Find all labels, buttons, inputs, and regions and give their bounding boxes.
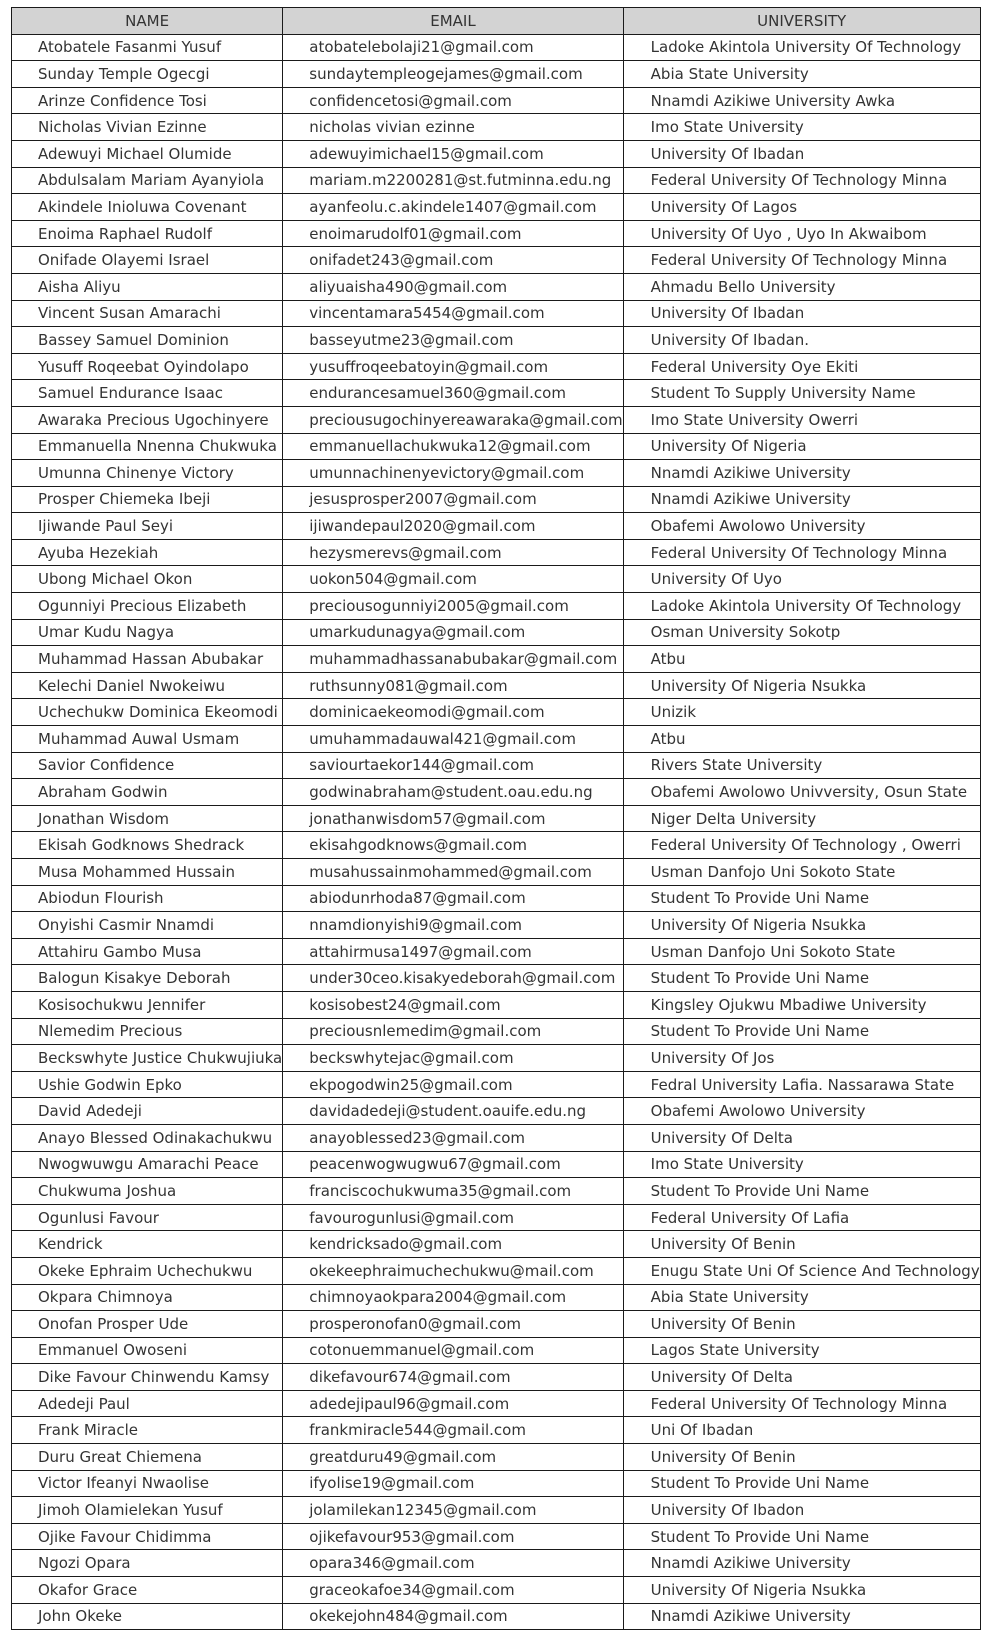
email-cell: okekejohn484@gmail.com: [283, 1603, 623, 1630]
column-header-university: UNIVERSITY: [623, 8, 980, 35]
table-row: [12, 752, 981, 779]
university-cell: Student To Provide Uni Name: [623, 1523, 980, 1550]
email-cell: umarkudunagya@gmail.com: [283, 619, 623, 646]
name-cell: Chukwuma Joshua: [12, 1178, 283, 1205]
name-cell: Vincent Susan Amarachi: [12, 300, 283, 327]
name-cell: Ogunniyi Precious Elizabeth: [12, 593, 283, 620]
email-cell: frankmiracle544@gmail.com: [283, 1417, 623, 1444]
table-row: [12, 194, 981, 221]
email-cell: jonathanwisdom57@gmail.com: [283, 805, 623, 832]
table-row: [12, 327, 981, 354]
name-cell: Enoima Raphael Rudolf: [12, 220, 283, 247]
table-row: [12, 593, 981, 620]
email-cell: ayanfeolu.c.akindele1407@gmail.com: [283, 194, 623, 221]
university-cell: Student To Provide Uni Name: [623, 885, 980, 912]
university-cell: Lagos State University: [623, 1337, 980, 1364]
table-row: [12, 726, 981, 753]
university-cell: University Of Benin: [623, 1311, 980, 1338]
email-cell: endurancesamuel360@gmail.com: [283, 380, 623, 407]
email-cell: uokon504@gmail.com: [283, 566, 623, 593]
name-cell: Onofan Prosper Ude: [12, 1311, 283, 1338]
email-cell: prosperonofan0@gmail.com: [283, 1311, 623, 1338]
university-cell: Enugu State Uni Of Science And Technology: [623, 1257, 980, 1284]
name-cell: Attahiru Gambo Musa: [12, 938, 283, 965]
name-cell: Nlemedim Precious: [12, 1018, 283, 1045]
name-cell: Ogunlusi Favour: [12, 1204, 283, 1231]
name-cell: Ekisah Godknows Shedrack: [12, 832, 283, 859]
name-cell: Nicholas Vivian Ezinne: [12, 114, 283, 141]
university-cell: University Of Benin: [623, 1444, 980, 1471]
table-row: [12, 859, 981, 886]
table-row: [12, 114, 981, 141]
table-row: [12, 912, 981, 939]
email-cell: ifyolise19@gmail.com: [283, 1470, 623, 1497]
university-cell: Nnamdi Azikiwe University Awka: [623, 87, 980, 114]
table-row: [12, 406, 981, 433]
table-row: [12, 1178, 981, 1205]
email-cell: okekeephraimuchechukwu@mail.com: [283, 1257, 623, 1284]
name-cell: Awaraka Precious Ugochinyere: [12, 406, 283, 433]
email-cell: franciscochukwuma35@gmail.com: [283, 1178, 623, 1205]
email-cell: ijiwandepaul2020@gmail.com: [283, 513, 623, 540]
email-cell: sundaytempleogejames@gmail.com: [283, 61, 623, 88]
table-row: [12, 247, 981, 274]
table-row: [12, 353, 981, 380]
name-cell: Emmanuella Nnenna Chukwuka: [12, 433, 283, 460]
university-cell: Federal University Of Technology Minna: [623, 1390, 980, 1417]
university-cell: Usman Danfojo Uni Sokoto State: [623, 859, 980, 886]
university-cell: Osman University Sokotp: [623, 619, 980, 646]
university-cell: Uni Of Ibadan: [623, 1417, 980, 1444]
university-cell: Imo State University: [623, 1151, 980, 1178]
name-cell: Uchechukw Dominica Ekeomodi: [12, 699, 283, 726]
table-row: [12, 1151, 981, 1178]
table-row: [12, 1444, 981, 1471]
name-cell: Balogun Kisakye Deborah: [12, 965, 283, 992]
name-cell: Atobatele Fasanmi Yusuf: [12, 34, 283, 61]
name-cell: Ushie Godwin Epko: [12, 1071, 283, 1098]
table-row: [12, 486, 981, 513]
table-row: [12, 1124, 981, 1151]
email-cell: preciousnlemedim@gmail.com: [283, 1018, 623, 1045]
email-cell: opara346@gmail.com: [283, 1550, 623, 1577]
email-cell: saviourtaekor144@gmail.com: [283, 752, 623, 779]
table-row: [12, 1071, 981, 1098]
email-cell: under30ceo.kisakyedeborah@gmail.com: [283, 965, 623, 992]
university-cell: University Of Ibadan.: [623, 327, 980, 354]
email-cell: dominicaekeomodi@gmail.com: [283, 699, 623, 726]
email-cell: ekisahgodknows@gmail.com: [283, 832, 623, 859]
table-row: [12, 938, 981, 965]
table-row: [12, 1497, 981, 1524]
university-cell: Federal University Of Lafia: [623, 1204, 980, 1231]
email-cell: confidencetosi@gmail.com: [283, 87, 623, 114]
name-cell: Abdulsalam Mariam Ayanyiola: [12, 167, 283, 194]
email-cell: ekpogodwin25@gmail.com: [283, 1071, 623, 1098]
email-cell: preciousugochinyereawaraka@gmail.com: [283, 406, 623, 433]
name-cell: Abraham Godwin: [12, 779, 283, 806]
table-row: [12, 646, 981, 673]
email-cell: onifadet243@gmail.com: [283, 247, 623, 274]
university-cell: Nnamdi Azikiwe University: [623, 460, 980, 487]
column-header-email: EMAIL: [283, 8, 623, 35]
university-cell: University Of Uyo , Uyo In Akwaibom: [623, 220, 980, 247]
email-cell: basseyutme23@gmail.com: [283, 327, 623, 354]
university-cell: Imo State University: [623, 114, 980, 141]
table-row: [12, 220, 981, 247]
table-row: [12, 965, 981, 992]
table-row: [12, 832, 981, 859]
name-cell: Okafor Grace: [12, 1577, 283, 1604]
student-table: [11, 7, 981, 1630]
name-cell: Umar Kudu Nagya: [12, 619, 283, 646]
table-row: [12, 1231, 981, 1258]
name-cell: Muhammad Hassan Abubakar: [12, 646, 283, 673]
email-cell: abiodunrhoda87@gmail.com: [283, 885, 623, 912]
table-row: [12, 1337, 981, 1364]
email-cell: nnamdionyishi9@gmail.com: [283, 912, 623, 939]
table-row: [12, 513, 981, 540]
table-row: [12, 61, 981, 88]
name-cell: Ayuba Hezekiah: [12, 539, 283, 566]
name-cell: Kosisochukwu Jennifer: [12, 991, 283, 1018]
email-cell: kendricksado@gmail.com: [283, 1231, 623, 1258]
name-cell: Adewuyi Michael Olumide: [12, 140, 283, 167]
university-cell: Obafemi Awolowo Univversity, Osun State: [623, 779, 980, 806]
university-cell: Obafemi Awolowo University: [623, 1098, 980, 1125]
university-cell: Unizik: [623, 699, 980, 726]
table-row: [12, 460, 981, 487]
column-header-name: NAME: [12, 8, 283, 35]
name-cell: Samuel Endurance Isaac: [12, 380, 283, 407]
email-cell: vincentamara5454@gmail.com: [283, 300, 623, 327]
table-row: [12, 1311, 981, 1338]
university-cell: Federal University Of Technology Minna: [623, 167, 980, 194]
table-row: [12, 566, 981, 593]
university-cell: Atbu: [623, 726, 980, 753]
table-row: [12, 539, 981, 566]
name-cell: Onyishi Casmir Nnamdi: [12, 912, 283, 939]
university-cell: Federal University Of Technology Minna: [623, 539, 980, 566]
university-cell: Obafemi Awolowo University: [623, 513, 980, 540]
table-row: [12, 672, 981, 699]
email-cell: chimnoyaokpara2004@gmail.com: [283, 1284, 623, 1311]
university-cell: Fedral University Lafia. Nassarawa State: [623, 1071, 980, 1098]
email-cell: preciousogunniyi2005@gmail.com: [283, 593, 623, 620]
name-cell: David Adedeji: [12, 1098, 283, 1125]
table-row: [12, 167, 981, 194]
name-cell: Anayo Blessed Odinakachukwu: [12, 1124, 283, 1151]
name-cell: Arinze Confidence Tosi: [12, 87, 283, 114]
email-cell: ruthsunny081@gmail.com: [283, 672, 623, 699]
university-cell: University Of Uyo: [623, 566, 980, 593]
email-cell: yusuffroqeebatoyin@gmail.com: [283, 353, 623, 380]
email-cell: anayoblessed23@gmail.com: [283, 1124, 623, 1151]
university-cell: University Of Nigeria Nsukka: [623, 912, 980, 939]
table-row: [12, 1018, 981, 1045]
email-cell: jesusprosper2007@gmail.com: [283, 486, 623, 513]
table-row: [12, 1098, 981, 1125]
university-cell: Student To Supply University Name: [623, 380, 980, 407]
table-row: [12, 34, 981, 61]
email-cell: enoimarudolf01@gmail.com: [283, 220, 623, 247]
email-cell: favourogunlusi@gmail.com: [283, 1204, 623, 1231]
name-cell: Ngozi Opara: [12, 1550, 283, 1577]
email-cell: hezysmerevs@gmail.com: [283, 539, 623, 566]
email-cell: davidadedeji@student.oauife.edu.ng: [283, 1098, 623, 1125]
name-cell: Dike Favour Chinwendu Kamsy: [12, 1364, 283, 1391]
university-cell: Niger Delta University: [623, 805, 980, 832]
university-cell: Ladoke Akintola University Of Technology: [623, 34, 980, 61]
name-cell: Bassey Samuel Dominion: [12, 327, 283, 354]
name-cell: Ijiwande Paul Seyi: [12, 513, 283, 540]
university-cell: Nnamdi Azikiwe University: [623, 1603, 980, 1630]
university-cell: Imo State University Owerri: [623, 406, 980, 433]
table-row: [12, 1603, 981, 1630]
university-cell: Ahmadu Bello University: [623, 273, 980, 300]
table-row: [12, 1045, 981, 1072]
table-row: [12, 1417, 981, 1444]
university-cell: University Of Nigeria Nsukka: [623, 1577, 980, 1604]
header-row: [12, 8, 981, 35]
name-cell: Abiodun Flourish: [12, 885, 283, 912]
email-cell: adewuyimichael15@gmail.com: [283, 140, 623, 167]
table-row: [12, 1523, 981, 1550]
name-cell: Duru Great Chiemena: [12, 1444, 283, 1471]
email-cell: peacenwogwugwu67@gmail.com: [283, 1151, 623, 1178]
email-cell: adedejipaul96@gmail.com: [283, 1390, 623, 1417]
name-cell: Jonathan Wisdom: [12, 805, 283, 832]
table-row: [12, 140, 981, 167]
email-cell: umuhammadauwal421@gmail.com: [283, 726, 623, 753]
email-cell: emmanuellachukwuka12@gmail.com: [283, 433, 623, 460]
email-cell: graceokafoe34@gmail.com: [283, 1577, 623, 1604]
email-cell: jolamilekan12345@gmail.com: [283, 1497, 623, 1524]
name-cell: Sunday Temple Ogecgi: [12, 61, 283, 88]
table-row: [12, 805, 981, 832]
name-cell: Aisha Aliyu: [12, 273, 283, 300]
table-row: [12, 1577, 981, 1604]
name-cell: Okeke Ephraim Uchechukwu: [12, 1257, 283, 1284]
email-cell: ojikefavour953@gmail.com: [283, 1523, 623, 1550]
name-cell: Emmanuel Owoseni: [12, 1337, 283, 1364]
name-cell: Frank Miracle: [12, 1417, 283, 1444]
name-cell: Adedeji Paul: [12, 1390, 283, 1417]
name-cell: Victor Ifeanyi Nwaolise: [12, 1470, 283, 1497]
university-cell: University Of Benin: [623, 1231, 980, 1258]
email-cell: muhammadhassanabubakar@gmail.com: [283, 646, 623, 673]
name-cell: Akindele Inioluwa Covenant: [12, 194, 283, 221]
name-cell: Kelechi Daniel Nwokeiwu: [12, 672, 283, 699]
email-cell: mariam.m2200281@st.futminna.edu.ng: [283, 167, 623, 194]
university-cell: Abia State University: [623, 1284, 980, 1311]
name-cell: Umunna Chinenye Victory: [12, 460, 283, 487]
university-cell: Student To Provide Uni Name: [623, 1178, 980, 1205]
university-cell: Student To Provide Uni Name: [623, 1470, 980, 1497]
name-cell: Muhammad Auwal Usmam: [12, 726, 283, 753]
name-cell: Onifade Olayemi Israel: [12, 247, 283, 274]
email-cell: cotonuemmanuel@gmail.com: [283, 1337, 623, 1364]
name-cell: Musa Mohammed Hussain: [12, 859, 283, 886]
name-cell: Savior Confidence: [12, 752, 283, 779]
email-cell: aliyuaisha490@gmail.com: [283, 273, 623, 300]
table-row: [12, 1550, 981, 1577]
table-body: [12, 34, 981, 1630]
email-cell: godwinabraham@student.oau.edu.ng: [283, 779, 623, 806]
university-cell: University Of Nigeria: [623, 433, 980, 460]
university-cell: University Of Jos: [623, 1045, 980, 1072]
university-cell: Abia State University: [623, 61, 980, 88]
university-cell: Federal University Oye Ekiti: [623, 353, 980, 380]
name-cell: Beckswhyte Justice Chukwujiuka: [12, 1045, 283, 1072]
name-cell: Prosper Chiemeka Ibeji: [12, 486, 283, 513]
table-row: [12, 699, 981, 726]
university-cell: Rivers State University: [623, 752, 980, 779]
table-row: [12, 619, 981, 646]
email-cell: nicholas vivian ezinne: [283, 114, 623, 141]
university-cell: Nnamdi Azikiwe University: [623, 486, 980, 513]
table-row: [12, 273, 981, 300]
table-row: [12, 380, 981, 407]
university-cell: Usman Danfojo Uni Sokoto State: [623, 938, 980, 965]
email-cell: musahussainmohammed@gmail.com: [283, 859, 623, 886]
university-cell: University Of Ibadan: [623, 140, 980, 167]
university-cell: University Of Lagos: [623, 194, 980, 221]
university-cell: University Of Nigeria Nsukka: [623, 672, 980, 699]
name-cell: Nwogwuwgu Amarachi Peace: [12, 1151, 283, 1178]
table-row: [12, 779, 981, 806]
name-cell: Ojike Favour Chidimma: [12, 1523, 283, 1550]
table-row: [12, 1284, 981, 1311]
table-row: [12, 433, 981, 460]
university-cell: Student To Provide Uni Name: [623, 1018, 980, 1045]
university-cell: Kingsley Ojukwu Mbadiwe University: [623, 991, 980, 1018]
university-cell: University Of Ibadan: [623, 300, 980, 327]
name-cell: Kendrick: [12, 1231, 283, 1258]
university-cell: Ladoke Akintola University Of Technology: [623, 593, 980, 620]
university-cell: Federal University Of Technology Minna: [623, 247, 980, 274]
email-cell: umunnachinenyevictory@gmail.com: [283, 460, 623, 487]
email-cell: dikefavour674@gmail.com: [283, 1364, 623, 1391]
university-cell: University Of Delta: [623, 1124, 980, 1151]
university-cell: Atbu: [623, 646, 980, 673]
university-cell: Nnamdi Azikiwe University: [623, 1550, 980, 1577]
email-cell: beckswhytejac@gmail.com: [283, 1045, 623, 1072]
table-row: [12, 1257, 981, 1284]
table-row: [12, 300, 981, 327]
table-row: [12, 991, 981, 1018]
table-row: [12, 1470, 981, 1497]
name-cell: Jimoh Olamielekan Yusuf: [12, 1497, 283, 1524]
name-cell: Yusuff Roqeebat Oyindolapo: [12, 353, 283, 380]
university-cell: Student To Provide Uni Name: [623, 965, 980, 992]
table-row: [12, 1364, 981, 1391]
name-cell: John Okeke: [12, 1603, 283, 1630]
email-cell: atobatelebolaji21@gmail.com: [283, 34, 623, 61]
email-cell: attahirmusa1497@gmail.com: [283, 938, 623, 965]
university-cell: University Of Delta: [623, 1364, 980, 1391]
table-row: [12, 1390, 981, 1417]
name-cell: Ubong Michael Okon: [12, 566, 283, 593]
table-row: [12, 87, 981, 114]
university-cell: Federal University Of Technology , Owerri: [623, 832, 980, 859]
name-cell: Okpara Chimnoya: [12, 1284, 283, 1311]
table-row: [12, 885, 981, 912]
university-cell: University Of Ibadon: [623, 1497, 980, 1524]
table-row: [12, 1204, 981, 1231]
email-cell: greatduru49@gmail.com: [283, 1444, 623, 1471]
email-cell: kosisobest24@gmail.com: [283, 991, 623, 1018]
